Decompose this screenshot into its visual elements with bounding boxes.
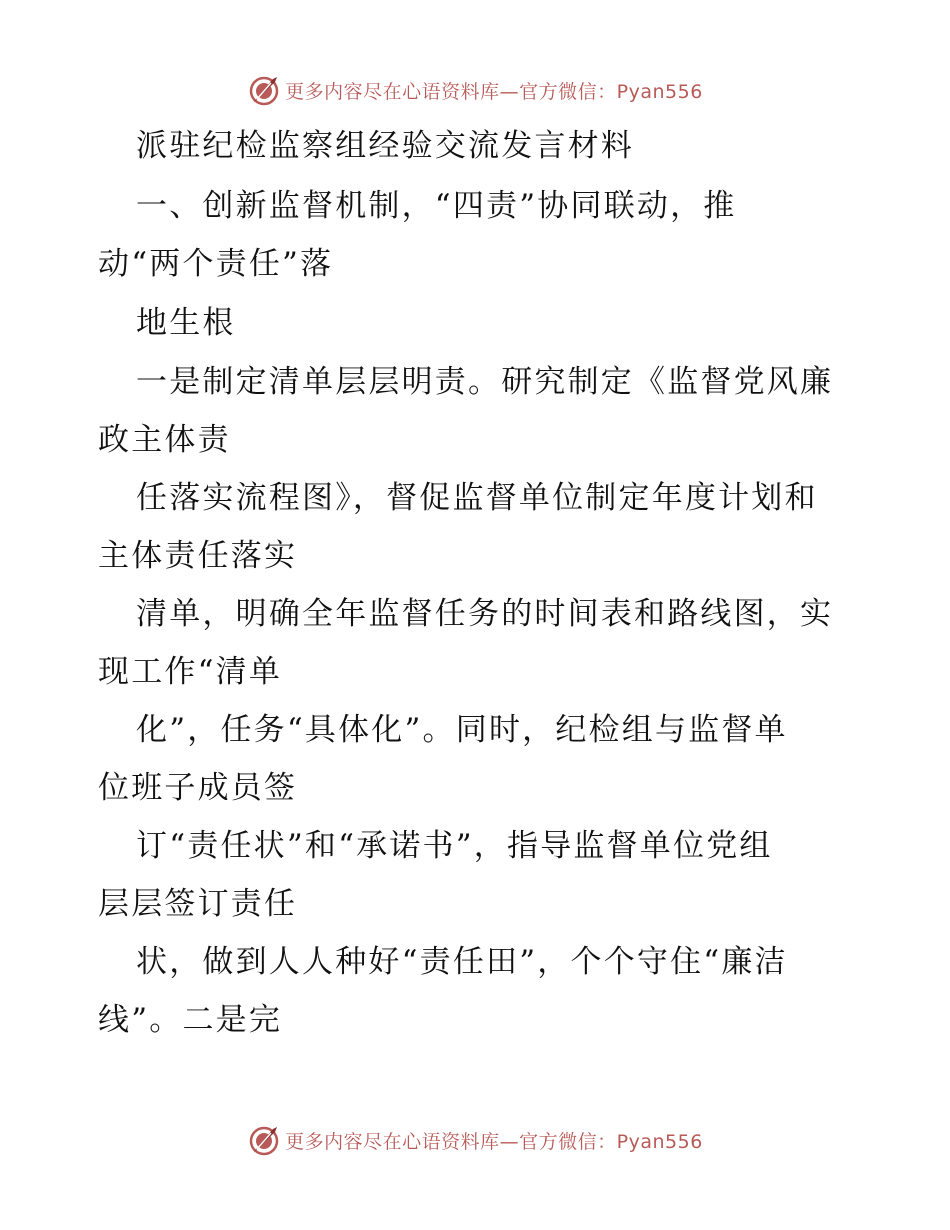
paragraph-line: 状，做到人人种好“责任田”，个个守住“廉洁	[136, 944, 788, 980]
paragraph-line: 位班子成员签	[98, 770, 298, 806]
section-heading: 一、创新监督机制，“四责”协同联动，推	[136, 188, 737, 224]
paragraph-line: 化”，任务“具体化”。同时，纪检组与监督单	[136, 712, 788, 748]
paragraph-line: 订“责任状”和“承诺书”，指导监督单位党组	[136, 828, 773, 864]
document-title: 派驻纪检监察组经验交流发言材料	[136, 128, 634, 164]
paragraph-line: 现工作“清单	[98, 654, 283, 690]
paragraph-line: 线”。二是完	[98, 1002, 283, 1038]
footer-banner-text: 更多内容尽在心语资料库—官方微信：Pyan556	[285, 1130, 703, 1153]
section-heading-continued: 动“两个责任”落	[98, 246, 334, 282]
paragraph-line: 政主体责	[98, 422, 231, 458]
header-banner	[0, 70, 950, 110]
header-banner-text: 更多内容尽在心语资料库—官方微信：Pyan556	[285, 80, 703, 103]
paragraph-line: 清单，明确全年监督任务的时间表和路线图，实	[136, 596, 834, 632]
paragraph-line: 层层签订责任	[98, 886, 298, 922]
paragraph-line: 一是制定清单层层明责。研究制定《监督党风廉	[136, 364, 834, 400]
quill-pen-logo-icon	[247, 73, 281, 107]
paragraph-line: 任落实流程图》，督促监督单位制定年度计划和	[136, 480, 818, 516]
paragraph-line: 主体责任落实	[98, 538, 298, 574]
section-heading-continued: 地生根	[136, 305, 236, 341]
footer-banner	[0, 1120, 950, 1160]
quill-pen-logo-icon	[247, 1123, 281, 1157]
